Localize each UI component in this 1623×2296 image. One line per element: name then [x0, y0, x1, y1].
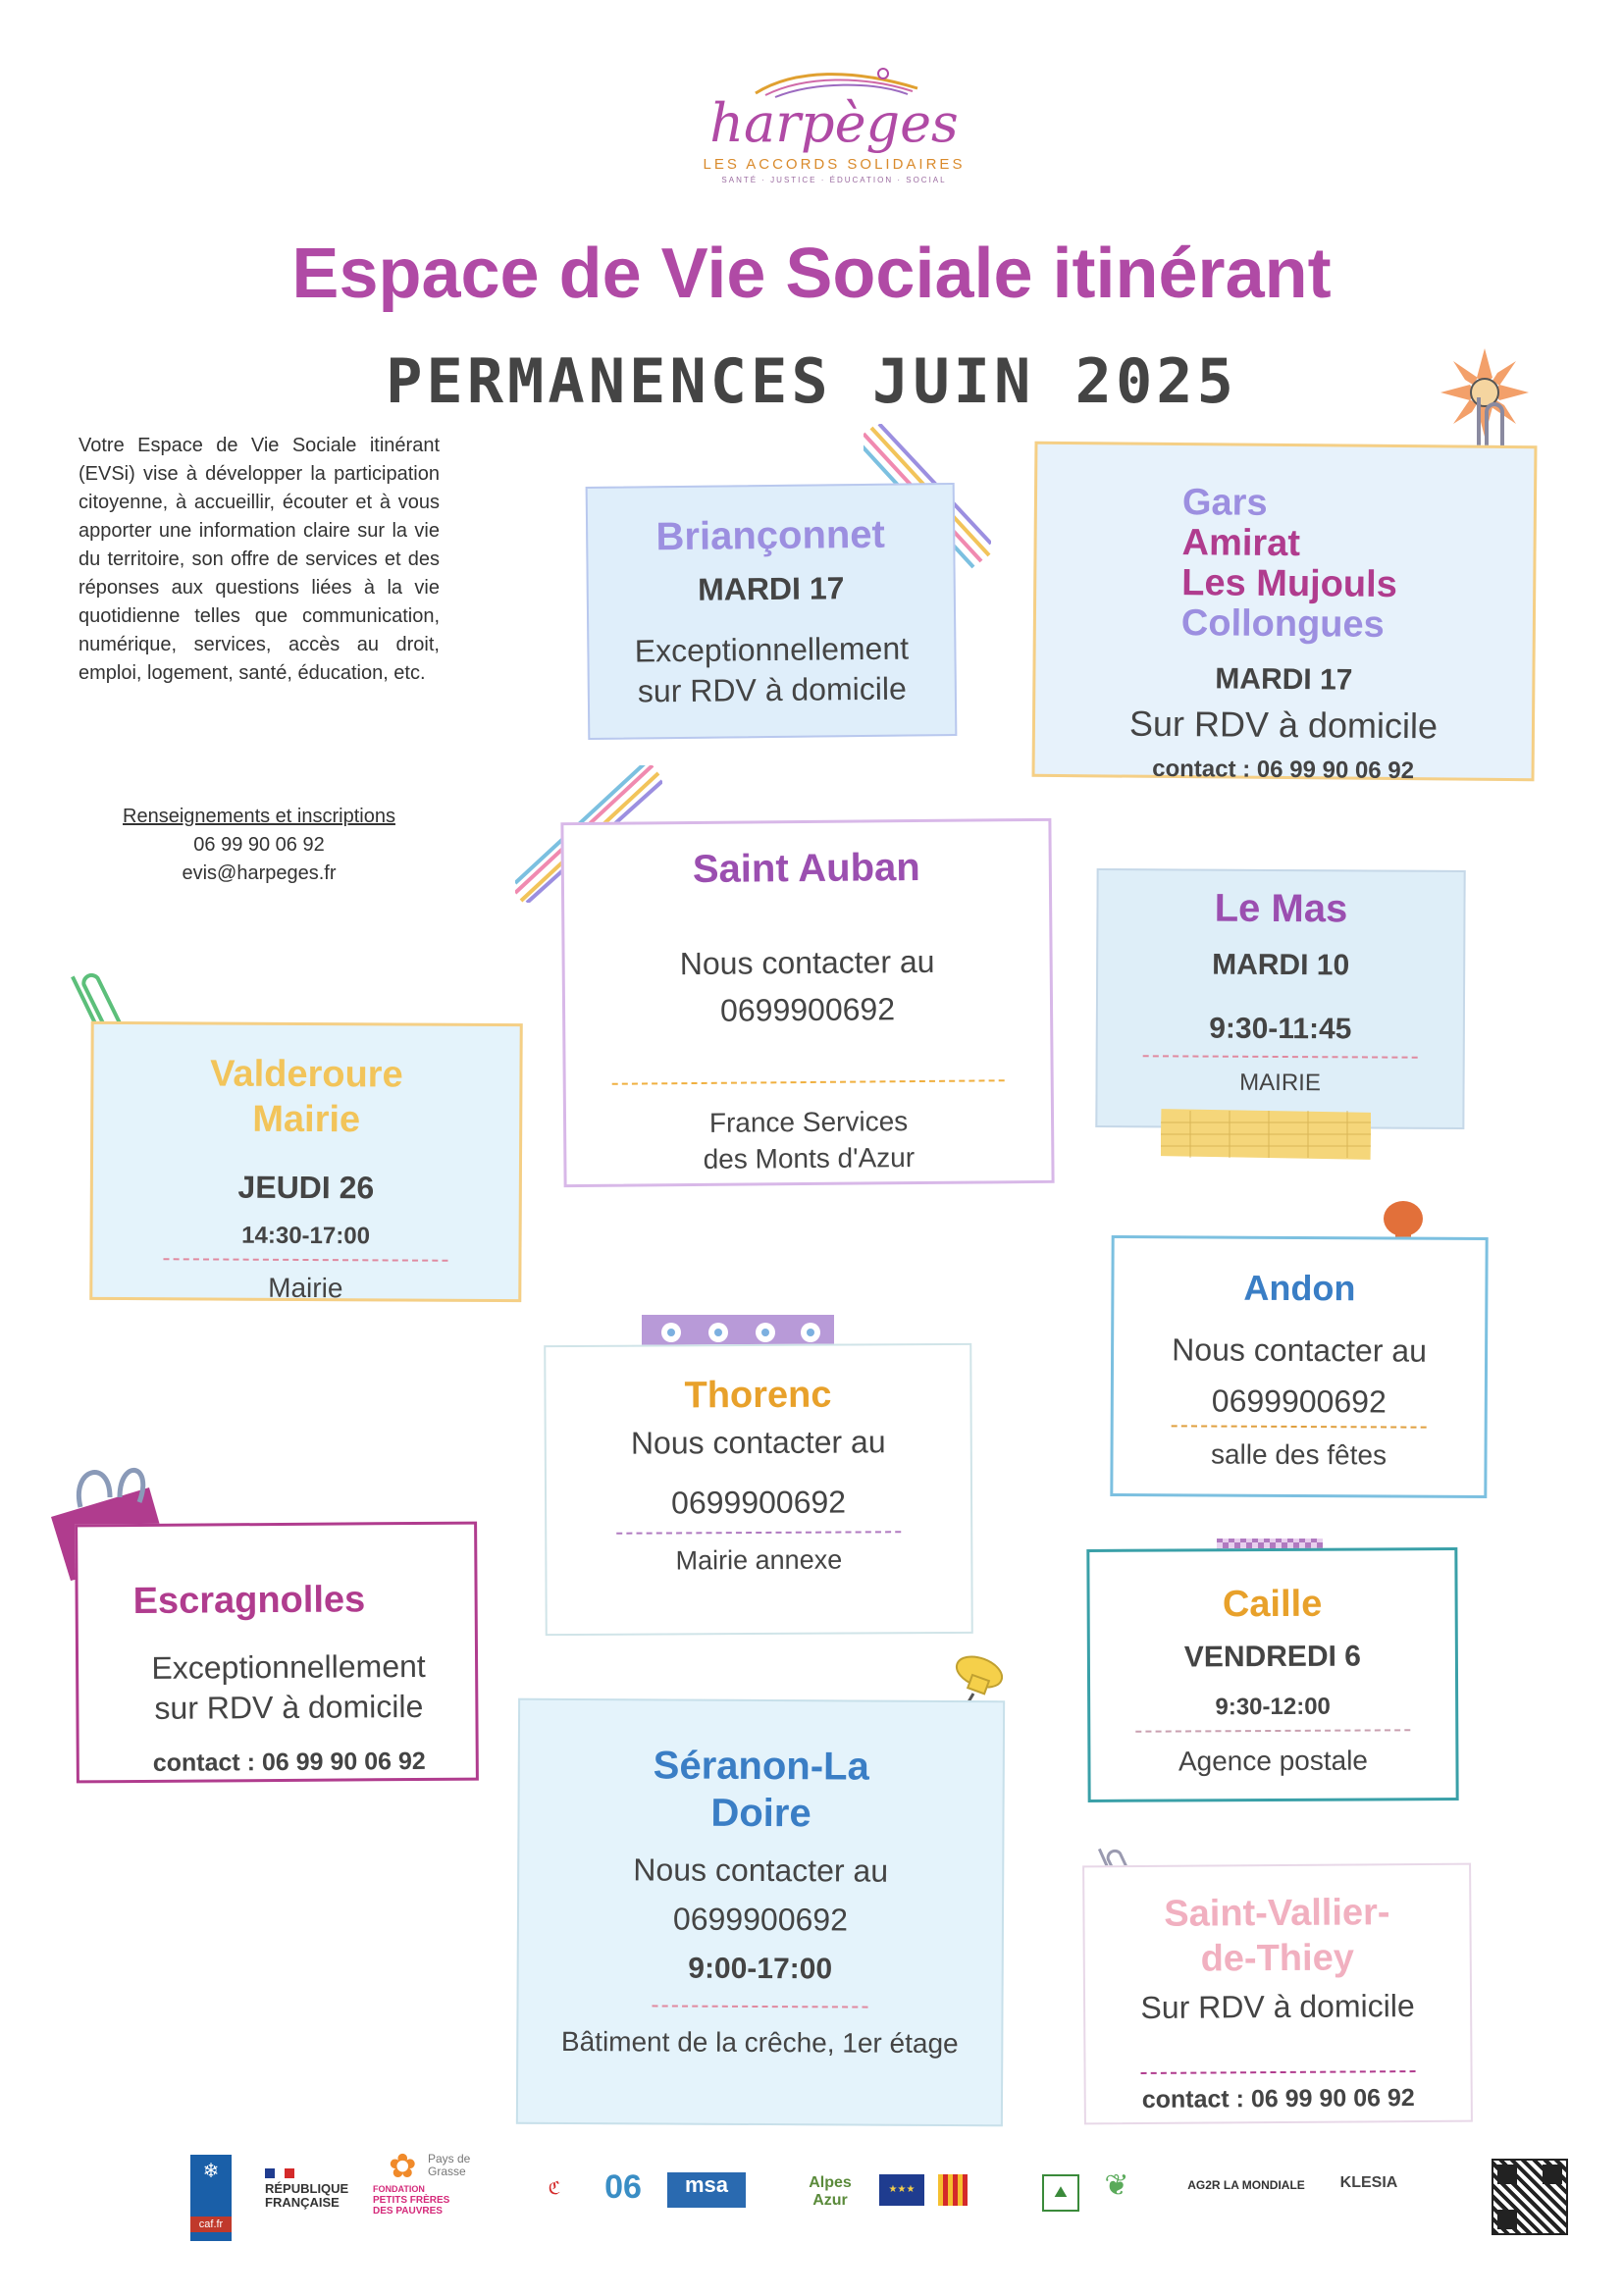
fondation-logo: ℭ	[548, 2178, 561, 2198]
location: Mairie	[268, 1272, 343, 1304]
card-seranon-la-doire	[516, 1698, 1005, 2127]
place-name-2: Doire	[710, 1791, 812, 1836]
day: JEUDI 26	[237, 1169, 375, 1206]
card-valderoure	[89, 1021, 522, 1302]
card-gars-amirat-mujouls-collongues	[1032, 442, 1538, 785]
place-name-3: Les Mujouls	[1181, 562, 1398, 606]
flower-icon: ✿	[389, 2148, 417, 2185]
logo-pillars: SANTÉ · JUSTICE · ÉDUCATION · SOCIAL	[721, 176, 947, 184]
logo-name: harpèges	[709, 92, 959, 154]
day: MARDI 17	[697, 570, 845, 607]
phone[interactable]: 0699900692	[670, 1484, 847, 1521]
contact-block	[79, 803, 440, 888]
place-name: Saint Auban	[692, 845, 920, 892]
place-name: Andon	[1243, 1267, 1356, 1309]
intro-text: Votre Espace de Vie Sociale itinérant (EVSi) vise à développer la participation citoyenne, à accueillir, écouter et à vous apporter une information claire sur la vie du territoire, son offre de services et des réponses aux questions liées à la vie quotidienne telles que communication, numérique, services, accès au droit, emploi, logement, santé, éducation, etc.	[79, 435, 440, 684]
harpeges-logo	[687, 64, 981, 211]
place-name-1: Valderoure	[210, 1053, 403, 1096]
card-thorenc	[544, 1343, 973, 1636]
place-name-1: Gars	[1181, 482, 1268, 524]
time: 14:30-17:00	[241, 1222, 371, 1250]
location: Mairie annexe	[675, 1544, 843, 1576]
divider	[163, 1258, 447, 1262]
contact-prompt: Nous contacter au	[633, 1852, 889, 1889]
qr-code-icon[interactable]	[1492, 2159, 1568, 2235]
partner-logos	[186, 2149, 1580, 2237]
day: VENDREDI 6	[1183, 1640, 1362, 1674]
page-subtitle: PERMANENCES JUIN 2025	[386, 345, 1237, 417]
day: MARDI 17	[1215, 662, 1353, 697]
place-name-2: de-Thiey	[1200, 1937, 1355, 1980]
region-logo	[938, 2174, 968, 2206]
contact-line: contact : 06 99 90 06 92	[1152, 755, 1415, 785]
divider	[1172, 1426, 1427, 1429]
divider	[1141, 2070, 1416, 2074]
place-name-1: Saint-Vallier-	[1164, 1892, 1390, 1935]
petits-freres-logo: ✿ Pays de Grasse FONDATION PETITS FRÈRES DES PAUVRES	[373, 2149, 500, 2217]
contact-line: contact : 06 99 90 06 92	[152, 1747, 426, 1777]
card-andon	[1110, 1235, 1488, 1498]
place-name: Thorenc	[684, 1374, 832, 1417]
alpes-azur-logo: Alpes Azur	[809, 2174, 852, 2209]
phone[interactable]: 0699900692	[1211, 1383, 1387, 1420]
leaf-logo: ❦	[1104, 2169, 1129, 2202]
tricolour-icon	[265, 2168, 294, 2178]
location: salle des fêtes	[1210, 1438, 1387, 1471]
contact-email[interactable]: evis@harpeges.fr	[182, 862, 337, 884]
leader-logo: ⛰	[1042, 2174, 1079, 2212]
divider	[612, 1079, 1005, 1084]
eu-flag-icon: ★★★	[879, 2174, 924, 2206]
republique-francaise-logo: RÉPUBLIQUE FRANÇAISE	[265, 2168, 363, 2210]
place-name-1: Séranon-La	[653, 1744, 869, 1789]
time: 9:30-11:45	[1209, 1012, 1352, 1046]
departement-06-logo: 06	[604, 2168, 642, 2206]
note-line-2: sur RDV à domicile	[154, 1689, 424, 1727]
location-line-2: des Monts d'Azur	[703, 1141, 916, 1174]
phone[interactable]: 0699900692	[719, 990, 896, 1028]
card-saint-auban	[560, 818, 1054, 1187]
contact-prompt: Nous contacter au	[630, 1423, 886, 1461]
place-name: Le Mas	[1214, 886, 1348, 931]
card-escragnolles	[75, 1522, 479, 1784]
ag2r-logo: AG2R LA MONDIALE	[1187, 2178, 1305, 2192]
note-line-2: sur RDV à domicile	[637, 670, 907, 709]
note-line-1: Sur RDV à domicile	[1140, 1988, 1415, 2026]
snowflake-icon: ❄	[202, 2161, 220, 2182]
place-name: Caille	[1222, 1583, 1323, 1626]
location: Agence postale	[1178, 1745, 1369, 1777]
note-line-1: Exceptionnellement	[634, 630, 910, 669]
divider	[652, 2006, 867, 2009]
place-name-2: Amirat	[1181, 522, 1301, 565]
logo-tagline: LES ACCORDS SOLIDAIRES	[703, 156, 966, 173]
contact-phone[interactable]: 06 99 90 06 92	[193, 834, 325, 856]
location: Bâtiment de la crêche, 1er étage	[560, 2026, 959, 2060]
klesia-logo: KLESIA	[1339, 2174, 1398, 2191]
note-line-1: Sur RDV à domicile	[1128, 703, 1439, 747]
contact-prompt: Nous contacter au	[1172, 1331, 1428, 1369]
place-name-2: Mairie	[252, 1098, 361, 1140]
time: 9:30-12:00	[1215, 1693, 1331, 1720]
washi-tape-icon	[1161, 1103, 1371, 1166]
place-name: Escragnolles	[132, 1579, 366, 1623]
contact-heading: Renseignements et inscriptions	[123, 806, 395, 827]
contact-prompt: Nous contacter au	[679, 943, 935, 982]
day: MARDI 10	[1212, 948, 1350, 982]
card-saint-vallier-de-thiey	[1082, 1863, 1473, 2125]
msa-logo: msa	[667, 2172, 746, 2208]
divider	[1143, 1055, 1418, 1058]
card-le-mas	[1095, 868, 1465, 1129]
location-line-1: France Services	[708, 1106, 909, 1139]
card-brianconnet	[586, 483, 958, 740]
location: MAIRIE	[1239, 1069, 1321, 1097]
time: 9:00-17:00	[688, 1952, 833, 1986]
page-title: Espace de Vie Sociale itinérant	[291, 235, 1332, 313]
place-name-4: Collongues	[1180, 602, 1385, 646]
note-line-1: Exceptionnellement	[151, 1647, 426, 1686]
divider	[616, 1531, 901, 1535]
card-caille	[1086, 1547, 1458, 1802]
divider	[1135, 1729, 1410, 1732]
contact-line: contact : 06 99 90 06 92	[1141, 2083, 1415, 2113]
caf-logo: ❄ caf.fr	[190, 2155, 232, 2241]
phone[interactable]: 0699900692	[672, 1901, 849, 1938]
place-name: Briançonnet	[655, 512, 886, 559]
